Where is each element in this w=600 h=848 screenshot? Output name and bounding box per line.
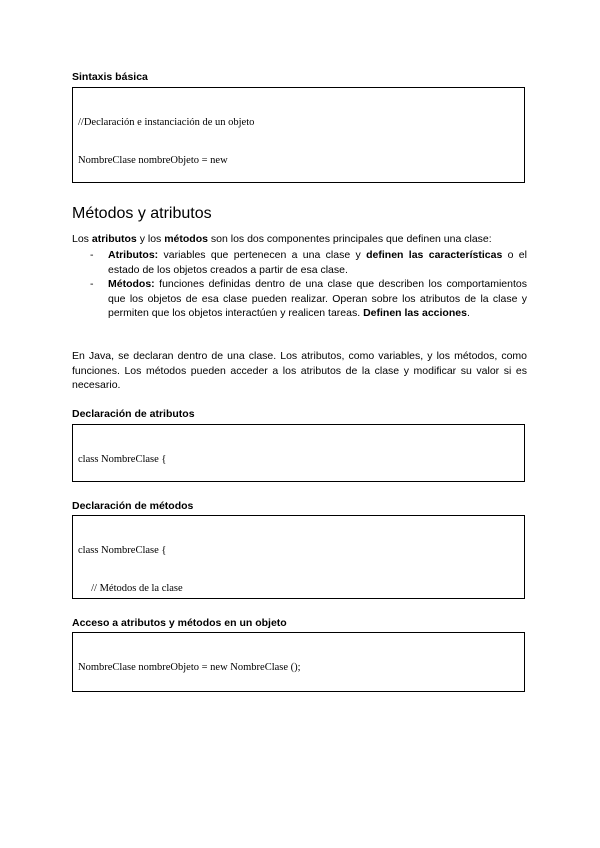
intro-text: son los dos componentes principales que definen una clase:: [207, 233, 492, 245]
bullet-text: variables que pertenecen a una clase y: [158, 249, 367, 261]
intro-text: y los: [136, 233, 165, 245]
syntax-code-block: [72, 87, 525, 183]
code-line: NombreClase nombreObjeto = new: [78, 154, 228, 166]
bullet-text: funciones definidas dentro de una clase que describen los comportamientos que los objetos de esa clase pueden realizar. Operan sobre los atributos de la clase y permiten que los objetos interactúen y realicen tareas.: [108, 278, 527, 320]
access-code-block: [72, 632, 525, 692]
code-line: NombreClase nombreObjeto = new NombreClase ();: [78, 662, 301, 674]
attr-decl-label: Declaración de atributos: [72, 408, 195, 420]
code-line: // Métodos de la clase: [78, 582, 183, 594]
bullet-bold: definen las características: [366, 249, 503, 261]
bullet-text: o el estado de los objetos creados a partir de esa clase.: [108, 249, 527, 276]
bullet-dash: -: [90, 278, 94, 291]
access-label: Acceso a atributos y métodos en un objeto: [72, 617, 287, 629]
intro-bold-metodos: métodos: [164, 233, 208, 245]
java-paragraph: En Java, se declaran dentro de una clase. Los atributos, como variables, y los métodos, como funciones. Los métodos pueden acceder a los atributos de la clase y modificar su valor si es necesario.: [72, 350, 527, 392]
intro-bold-atributos: atributos: [91, 233, 137, 245]
list-item-atributos: [72, 248, 527, 277]
definition-list: [72, 248, 527, 321]
section-heading: Métodos y atributos: [72, 205, 212, 222]
intro-text: Los: [72, 233, 92, 245]
code-line: //Declaración e instanciación de un objeto: [78, 117, 255, 129]
method-decl-code-block: [72, 515, 525, 599]
method-decl-label: Declaración de métodos: [72, 500, 194, 512]
bullet-text: .: [466, 307, 470, 320]
term-atributos: Atributos:: [108, 249, 159, 261]
bullet-dash: -: [90, 249, 94, 261]
syntax-label: Sintaxis básica: [72, 71, 148, 83]
intro-paragraph: [72, 232, 527, 247]
bullet-bold: Definen las acciones: [363, 307, 467, 320]
attr-decl-code-block: [72, 424, 525, 482]
code-line: class NombreClase {: [78, 545, 167, 557]
term-metodos: Métodos:: [108, 278, 155, 291]
list-item-metodos: [72, 277, 527, 321]
code-line: class NombreClase {: [78, 454, 167, 466]
